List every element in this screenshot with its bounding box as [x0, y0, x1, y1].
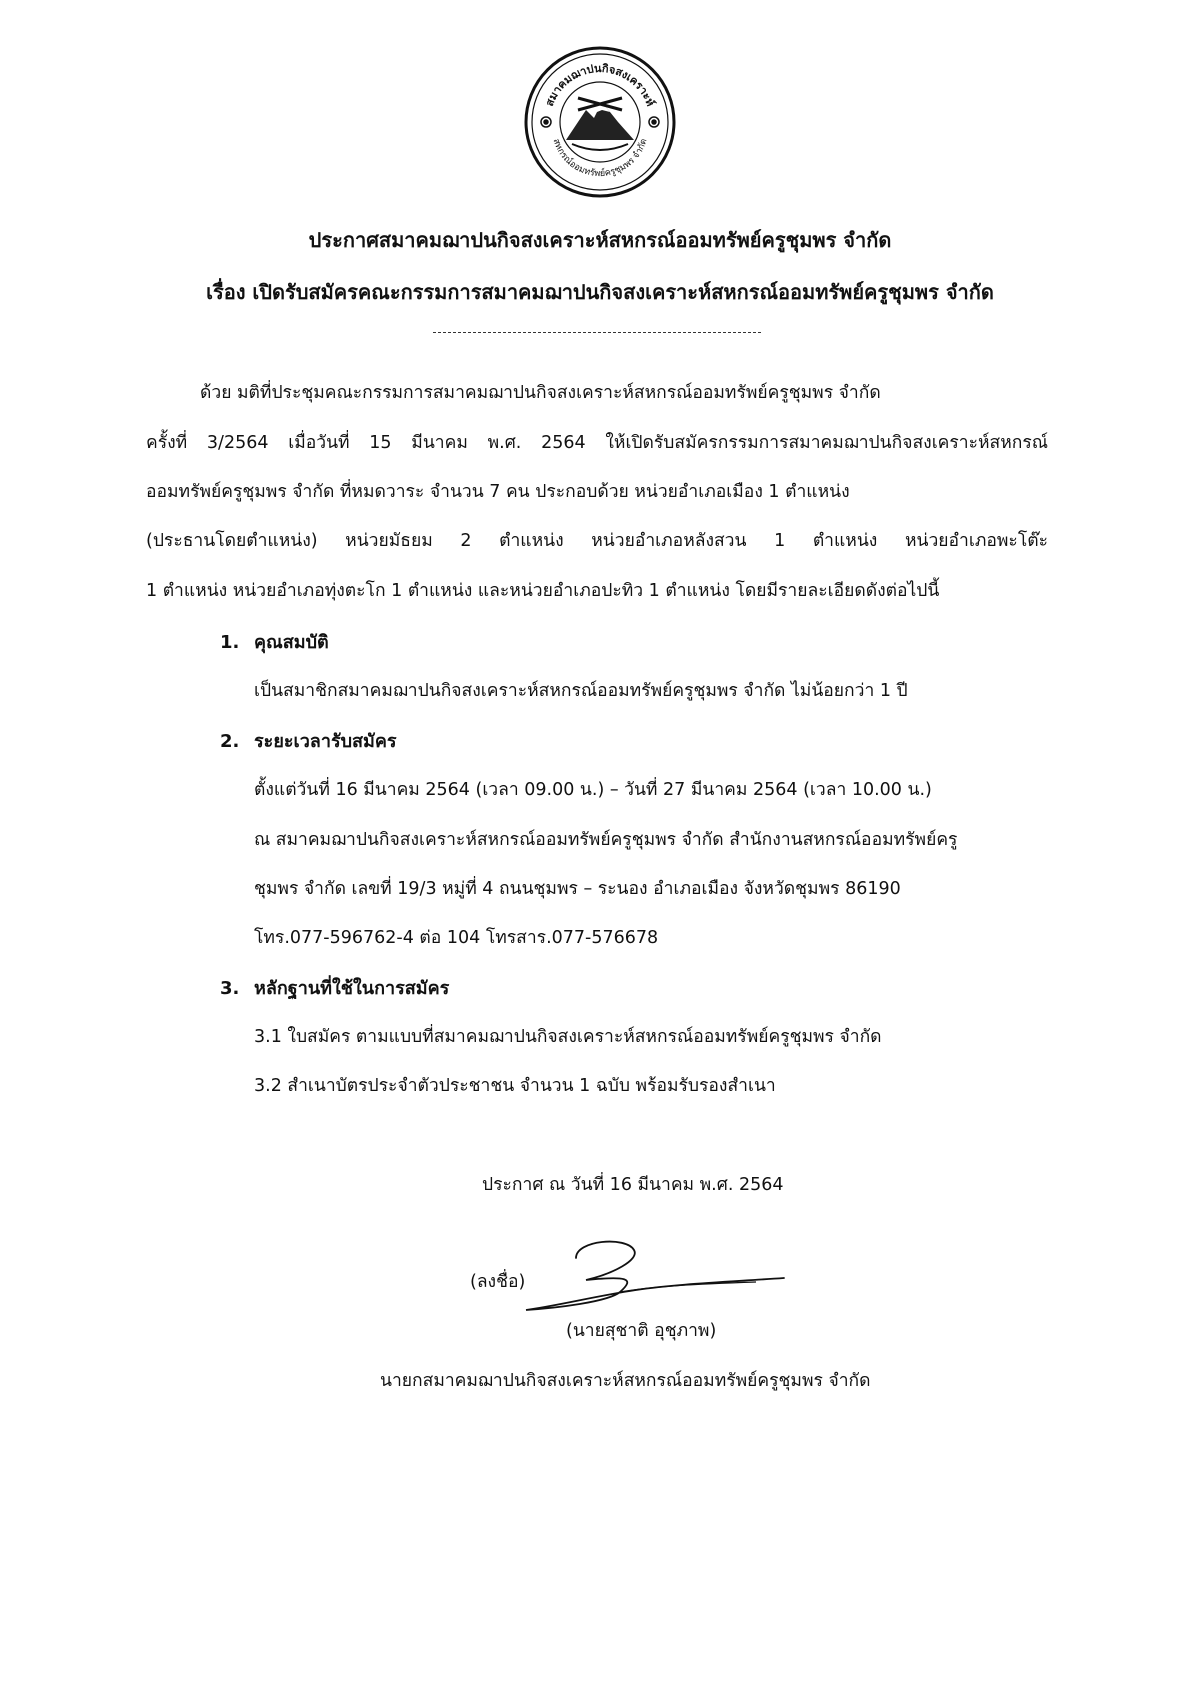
- intro-line: ด้วย มติที่ประชุมคณะกรรมการสมาคมฌาปนกิจสงเคราะห์สหกรณ์ออมทรัพย์ครูชุมพร จำกัด: [200, 383, 881, 403]
- section-number: 2.: [220, 731, 240, 752]
- handwritten-signature: [516, 1228, 786, 1318]
- intro-line: ออมทรัพย์ครูชุมพร จำกัด ที่หมดวาระ จำนวน 7 คน ประกอบด้วย หน่วยอำเภอเมือง 1 ตำแหน่ง: [146, 482, 850, 502]
- section-line: เป็นสมาชิกสมาคมฌาปนกิจสงเคราะห์สหกรณ์ออมทรัพย์ครูชุมพร จำกัด ไม่น้อยกว่า 1 ปี: [254, 681, 908, 701]
- intro-line: 1 ตำแหน่ง หน่วยอำเภอทุ่งตะโก 1 ตำแหน่ง และหน่วยอำเภอปะทิว 1 ตำแหน่ง โดยมีรายละเอียดดังต่อไปนี้: [146, 581, 940, 601]
- section-heading-required-documents: [220, 973, 449, 1002]
- section-line: 3.2 สำเนาบัตรประจำตัวประชาชน จำนวน 1 ฉบับ พร้อมรับรองสำเนา: [254, 1076, 776, 1096]
- signer-position: นายกสมาคมฌาปนกิจสงเคราะห์สหกรณ์ออมทรัพย์ครูชุมพร จำกัด: [380, 1371, 871, 1391]
- section-title: ระยะเวลารับสมัคร: [254, 731, 397, 752]
- svg-text:สมาคมฌาปนกิจสงเคราะห์: สมาคมฌาปนกิจสงเคราะห์: [542, 61, 658, 109]
- signature-label: (ลงชื่อ): [470, 1272, 526, 1292]
- section-line: โทร.077-596762-4 ต่อ 104 โทรสาร.077-576678: [254, 928, 659, 948]
- intro-line: ครั้งที่ 3/2564 เมื่อวันที่ 15 มีนาคม พ.ศ. 2564 ให้เปิดรับสมัครกรรมการสมาคมฌาปนกิจสงเคราะห์สหกรณ์: [146, 433, 1048, 453]
- announcement-title: ประกาศสมาคมฌาปนกิจสงเคราะห์สหกรณ์ออมทรัพย์ครูชุมพร จำกัด: [308, 228, 892, 252]
- announcement-date: ประกาศ ณ วันที่ 16 มีนาคม พ.ศ. 2564: [482, 1175, 784, 1195]
- section-number: 3.: [220, 978, 240, 999]
- section-heading-application-period: [220, 726, 397, 755]
- signer-name: (นายสุชาติ อุชุภาพ): [566, 1321, 717, 1341]
- section-line: ชุมพร จำกัด เลขที่ 19/3 หมู่ที่ 4 ถนนชุมพร – ระนอง อำเภอเมือง จังหวัดชุมพร 86190: [254, 879, 901, 899]
- section-title: คุณสมบัติ: [254, 632, 329, 653]
- intro-line: (ประธานโดยตำแหน่ง) หน่วยมัธยม 2 ตำแหน่ง หน่วยอำเภอหลังสวน 1 ตำแหน่ง หน่วยอำเภอพะโต๊ะ: [146, 531, 1048, 551]
- section-line: ตั้งแต่วันที่ 16 มีนาคม 2564 (เวลา 09.00 น.) – วันที่ 27 มีนาคม 2564 (เวลา 10.00 น.): [254, 780, 932, 800]
- section-heading-qualifications: [220, 627, 329, 656]
- dashed-divider: [433, 332, 761, 333]
- section-line: 3.1 ใบสมัคร ตามแบบที่สมาคมฌาปนกิจสงเคราะห์สหกรณ์ออมทรัพย์ครูชุมพร จำกัด: [254, 1027, 882, 1047]
- svg-text:สหกรณ์ออมทรัพย์ครูชุมพร จำกัด: สหกรณ์ออมทรัพย์ครูชุมพร จำกัด: [550, 137, 650, 180]
- announcement-subject: เรื่อง เปิดรับสมัครคณะกรรมการสมาคมฌาปนกิจสงเคราะห์สหกรณ์ออมทรัพย์ครูชุมพร จำกัด: [206, 280, 994, 304]
- section-line: ณ สมาคมฌาปนกิจสงเคราะห์สหกรณ์ออมทรัพย์ครูชุมพร จำกัด สำนักงานสหกรณ์ออมทรัพย์ครู: [254, 830, 958, 850]
- association-seal-logo: [522, 44, 678, 200]
- section-title: หลักฐานที่ใช้ในการสมัคร: [254, 978, 450, 999]
- section-number: 1.: [220, 632, 240, 653]
